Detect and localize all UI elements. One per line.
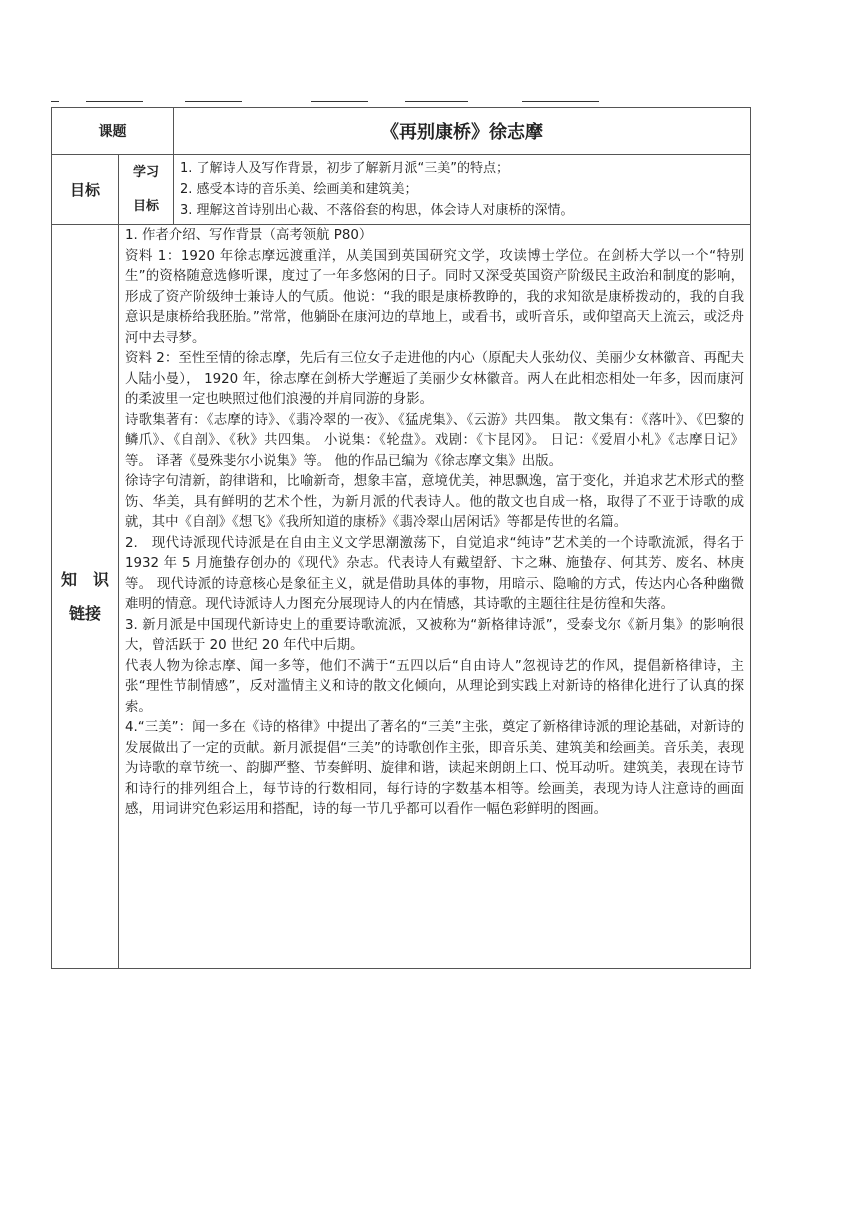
topic-label: 课题: [52, 108, 174, 155]
goals-sub-label-line-2: 目标: [132, 198, 159, 214]
goal-item: 1. 了解诗人及写作背景，初步了解新月派“三美”的特点；: [180, 161, 510, 176]
goals-sub-label-line-1: 学习: [132, 164, 159, 180]
knowledge-row: [52, 225, 751, 969]
goal-item: 3. 理解这首诗别出心裁、不落俗套的构思，体会诗人对康桥的深情。: [180, 203, 574, 218]
lesson-plan-table: [51, 107, 751, 969]
topic-title: 《再别康桥》徐志摩: [174, 108, 751, 155]
knowledge-label-line-2: 链接: [68, 603, 101, 623]
header-blank-4: [311, 101, 368, 102]
goals-row: [52, 155, 751, 225]
goals-sub-label: [119, 155, 174, 225]
header-blank-5: [405, 101, 468, 102]
knowledge-label-line-1: 知 识: [60, 569, 109, 589]
goal-item: 2. 感受本诗的音乐美、绘画美和建筑美；: [180, 182, 418, 197]
header-blank-3: [185, 101, 242, 102]
knowledge-paragraph: 1. 作者介绍、写作背景（高考领航 P80）: [125, 228, 373, 243]
knowledge-paragraph: 徐诗字句清新，韵律谐和，比喻新奇，想象丰富，意境优美，神思飘逸，富于变化，并追求艺术形式的整饬、华美，具有鲜明的艺术个性，为新月派的代表诗人。他的散文也自成一格，取得了不亚于诗歌的成就，其中《自剖》《想飞》《我所知道的康桥》《翡冷翠山居闲话》等都是传世的名篇。: [125, 474, 744, 530]
knowledge-paragraph: 诗歌集著有：《志摩的诗》、《翡冷翠的一夜》、《猛虎集》、《云游》共四集。 散文集有：《落叶》、《巴黎的鳞爪》、《自剖》、《秋》共四集。 小说集：《轮盘》。戏剧：《卞昆冈》。 日记：《爱眉小札》《志摩日记》等。 译著《曼殊斐尔小说集》等。 他的作品已编为《徐志摩文集》出版。: [125, 412, 744, 469]
header-blank-2: [86, 101, 143, 102]
goals-list: [174, 155, 751, 225]
knowledge-content: [119, 225, 751, 969]
knowledge-paragraph: 4.“三美”：闻一多在《诗的格律》中提出了著名的“三美”主张，奠定了新格律诗派的理论基础，对新诗的发展做出了一定的贡献。新月派提倡“三美”的诗歌创作主张，即音乐美、建筑美和绘画美。音乐美，表现为诗歌的章节统一、韵脚严整、节奏鲜明、旋律和谐，读起来朗朗上口、悦耳动听。建筑美，表现在诗节和诗行的排列组合上，每节诗的行数相同，每行诗的字数基本相等。绘画美，表现为诗人注意诗的画面感，用词讲究色彩运用和搭配，诗的每一节几乎都可以看作一幅色彩鲜明的图画。: [125, 720, 744, 817]
knowledge-label: [52, 225, 119, 969]
knowledge-paragraph: 资料 2：至性至情的徐志摩，先后有三位女子走进他的内心（原配夫人张幼仪、美丽少女林徽音、再配夫人陆小曼）， 1920 年，徐志摩在剑桥大学邂逅了美丽少女林徽音。两人在此相恋相处一年多，因而康河的柔波里一定也映照过他们浪漫的并肩同游的身影。: [125, 351, 744, 407]
topic-row: [52, 108, 751, 155]
header-blank-1: [51, 101, 59, 102]
goals-label: 目标: [52, 155, 119, 225]
knowledge-paragraph: 2. 现代诗派现代诗派是在自由主义文学思潮激荡下，自觉追求“纯诗”艺术美的一个诗歌流派，得名于 1932 年 5 月施蛰存创办的《现代》杂志。代表诗人有戴望舒、卞之琳、施蛰存、何其芳、废名、林庚等。 现代诗派的诗意核心是象征主义，就是借助具体的事物，用暗示、隐喻的方式，传达内心各种幽微难明的情意。现代诗派诗人力图充分展现诗人的内在情感，其诗歌的主题往往是彷徨和失落。: [125, 535, 744, 612]
knowledge-paragraph: 代表人物为徐志摩、闻一多等，他们不满于“五四以后“自由诗人”忽视诗艺的作风，提倡新格律诗，主张“理性节制情感”，反对滥情主义和诗的散文化倾向，从理论到实践上对新诗的格律化进行了认真的探索。: [125, 658, 744, 715]
header-blank-6: [522, 101, 599, 102]
knowledge-paragraph: 3. 新月派是中国现代新诗史上的重要诗歌流派，又被称为“新格律诗派”，受泰戈尔《新月集》的影响很大，曾活跃于 20 世纪 20 年代中后期。: [125, 617, 744, 653]
knowledge-paragraph: 资料 1：1920 年徐志摩远渡重洋，从美国到英国研究文学，攻读博士学位。在剑桥大学以一个“特别生”的资格随意选修听课，度过了一年多悠闲的日子。同时又深受英国资产阶级民主政治和制度的影响，形成了资产阶级绅士兼诗人的气质。他说：“我的眼是康桥教睁的，我的求知欲是康桥拨动的，我的自我意识是康桥给我胚胎。”常常，他躺卧在康河边的草地上，或看书，或听音乐，或仰望高天上流云，或泛舟河中去寻梦。: [125, 248, 744, 346]
